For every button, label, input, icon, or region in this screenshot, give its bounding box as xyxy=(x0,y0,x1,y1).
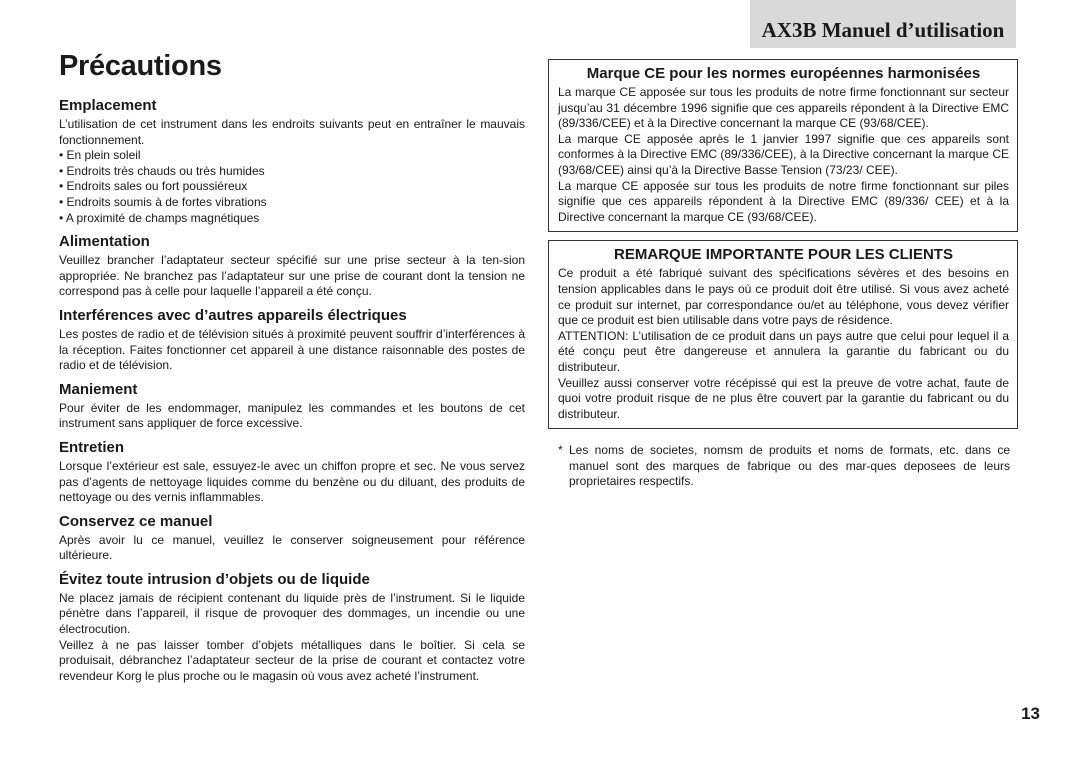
left-column xyxy=(59,50,525,691)
important-notice-box xyxy=(548,240,1018,429)
section-heading: Évitez toute intrusion d’objets ou de liquide xyxy=(59,570,370,588)
section-conservez xyxy=(59,513,525,564)
section-emplacement xyxy=(59,97,525,226)
section-interferences xyxy=(59,307,525,374)
box-title: REMARQUE IMPORTANTE POUR LES CLIENTS xyxy=(614,246,953,264)
section-text: Pour éviter de les endommager, manipulez les commandes et les boutons de cet instrument sans appliquer de force excessive. xyxy=(59,400,525,431)
section-text: Veillez à ne pas laisser tomber d’objets métalliques dans le boîtier. Si cela se produisait, débranchez l’adaptateur secteur de la prise de courant et contactez votre revendeur Korg le plus proche ou le magasin où vous avez acheté l’instrument. xyxy=(59,637,525,683)
bullet-list xyxy=(59,148,525,226)
section-heading: Alimentation xyxy=(59,233,150,251)
box-text: La marque CE apposée après le 1 janvier 1997 signifie que ces appareils sont conformes à la Directive EMC (89/336/CEE), à la Directive concernant la marque CE (93/68/CEE) ainsi qu’à la Directive Basse Tension (73/23/ CEE). xyxy=(558,131,1009,177)
box-text: Ce produit a été fabriqué suivant des spécifications sévères et des besoins en tension applicables dans le pays où ce produit doit être utilisé. Si vous avez acheté ce produit sur internet, par correspondance ou/et au téléphone, vous devez vérifier que ce produit est bien utilisable dans votre pays de résidence. xyxy=(558,266,1009,328)
list-item: • Endroits soumis à de fortes vibrations xyxy=(59,195,525,211)
ce-mark-box xyxy=(548,59,1018,232)
section-maniement xyxy=(59,381,525,432)
list-item: • En plein soleil xyxy=(59,148,525,164)
section-text: Lorsque l’extérieur est sale, essuyez-le avec un chiffon propre et sec. Ne vous servez pas d’agents de nettoyage liquides comme du benzène ou du diluant, des produits de nettoyage ou des vernis inflammables. xyxy=(59,458,525,505)
list-item: • Endroits sales ou fort poussiéreux xyxy=(59,179,525,195)
section-text: Ne placez jamais de récipient contenant du liquide près de l’instrument. Si le liquide pénètre dans l’appareil, il risque de provoquer des dommages, un incendie ou une électrocution. xyxy=(59,590,525,637)
section-text: Veuillez brancher l’adaptateur secteur spécifié sur une prise secteur à la ten-sion appropriée. Ne branchez pas l’adaptateur sur une prise de courant dont la tension ne correspond pas à celle pour laquelle l’appareil a été conçu. xyxy=(59,253,525,299)
footnote-marker: * xyxy=(558,443,563,458)
page-title: Précautions xyxy=(59,50,222,82)
section-evitez xyxy=(59,571,525,685)
box-text: ATTENTION: L’utilisation de ce produit dans un pays autre que celui pour lequel il a été conçu peut être dangereuse et annulera la garantie du fabricant ou du distributeur. xyxy=(558,328,1009,374)
page-number: 13 xyxy=(1021,704,1040,723)
box-text: La marque CE apposée sur tous les produits de notre firme fonctionnant sur piles signifie que ces appareils répondent à la Directive EMC (89/336/ CEE) et à la Directive concernant la marque CE (93/68/CEE). xyxy=(558,178,1009,224)
section-heading: Conservez ce manuel xyxy=(59,512,213,530)
section-heading: Entretien xyxy=(59,438,125,456)
section-alimentation xyxy=(59,233,525,300)
section-heading: Maniement xyxy=(59,380,138,398)
trademark-footnote xyxy=(558,443,1010,490)
section-heading: Emplacement xyxy=(59,97,157,114)
section-heading: Interférences avec d’autres appareils électriques xyxy=(59,306,407,324)
right-column xyxy=(548,59,1018,490)
manual-title: AX3B Manuel d’utilisation xyxy=(761,18,1005,42)
list-item: • A proximité de champs magnétiques xyxy=(59,211,525,227)
box-title: Marque CE pour les normes européennes harmonisées xyxy=(586,65,981,82)
section-text: Après avoir lu ce manuel, veuillez le conserver soigneusement pour référence ultérieure. xyxy=(59,532,525,563)
box-text: Veuillez aussi conserver votre récépissé qui est la preuve de votre achat, faute de quoi votre produit risque de ne plus être couvert par la garantie du fabricant ou du distributeur. xyxy=(558,375,1009,421)
header-bar xyxy=(750,0,1016,48)
section-entretien xyxy=(59,439,525,506)
box-text: La marque CE apposée sur tous les produits de notre firme fonctionnant sur secteur jusqu’au 31 décembre 1996 signifie que ces appareils répondent à la Directive EMC (89/336/CEE) et à la Directive concernant la marque CE (93/68/CEE). xyxy=(558,85,1009,131)
list-item: • Endroits très chauds ou très humides xyxy=(59,164,525,180)
footnote-text: Les noms de societes, nomsm de produits et noms de formats, etc. dans ce manuel sont des marques de fabrique ou des mar-ques deposees de leurs proprietaires respectifs. xyxy=(569,443,1010,489)
section-text: Les postes de radio et de télévision situés à proximité peuvent souffrir d’interférences à la réception. Faites fonctionner cet appareil à une distance raisonnable des postes de radio et de télévision. xyxy=(59,326,525,373)
section-text: L’utilisation de cet instrument dans les endroits suivants peut en entraîner le mauvais fonctionnement. xyxy=(59,117,525,147)
